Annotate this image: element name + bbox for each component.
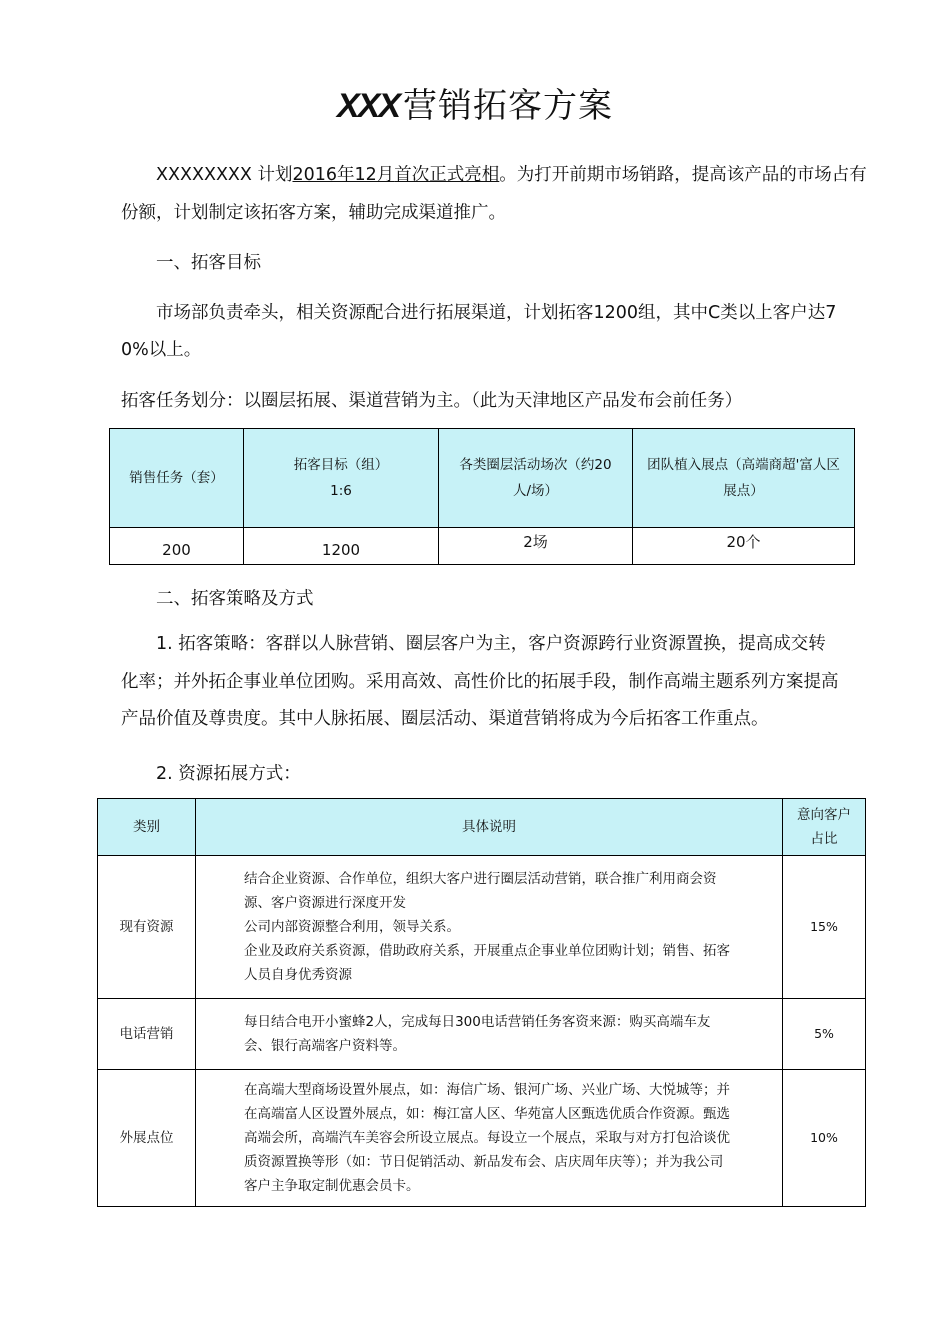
- description-line: 公司内部资源整合利用，领导关系。: [244, 919, 460, 935]
- description-line: 质资源置换等形（如：节日促销活动、新品发布会、店庆周年庆等）；并为我公司: [244, 1154, 724, 1170]
- intro-date: 2016年12月: [292, 165, 395, 185]
- category-cell: 外展点位: [98, 1070, 196, 1207]
- methods-heading: 2. 资源拓展方式：: [156, 764, 301, 784]
- description-cell: [196, 999, 783, 1070]
- cell-sales: 200: [110, 528, 244, 565]
- strategy-line-3: 产品价值及尊贵度。其中人脉拓展、圈层活动、渠道营销将成为今后拓客工作重点。: [121, 709, 769, 729]
- section1-heading: 一、拓客目标: [156, 253, 261, 273]
- header-text: 1:6: [330, 483, 352, 499]
- description-line: 在高端大型商场设置外展点，如：海信广场、银河广场、兴业广场、大悦城等；并: [244, 1082, 730, 1098]
- table-row: [98, 999, 866, 1070]
- document-title: [0, 78, 950, 127]
- description-cell: [196, 1070, 783, 1207]
- intro-text-2: 。为打开前期市场销路，提高该产品的市场占有: [499, 165, 867, 185]
- section2-heading: 二、拓客策略及方式: [156, 589, 314, 609]
- strategy-line-1: 1. 拓客策略：客群以人脉营销、圈层客户为主，客户资源跨行业资源置换，提高成交转: [156, 634, 826, 654]
- cell-activities: 2场: [439, 528, 633, 565]
- header-text: 销售任务（套）: [129, 470, 224, 486]
- task-division-line: 拓客任务划分：以圈层拓展、渠道营销为主。（此为天津地区产品发布会前任务）: [121, 391, 743, 411]
- header-activity-count: [439, 429, 633, 528]
- title-prefix: XXX: [336, 87, 400, 125]
- ratio-cell: 10%: [783, 1070, 866, 1207]
- category-cell: 现有资源: [98, 856, 196, 999]
- table-row: [98, 1070, 866, 1207]
- header-category: 类别: [98, 799, 196, 856]
- intro-line-1: [156, 157, 867, 193]
- table-row: [98, 856, 866, 999]
- resource-table: [97, 798, 866, 1207]
- description-line: 会、银行高端客户资料等。: [244, 1038, 406, 1054]
- cell-goal: 1200: [244, 528, 439, 565]
- header-description: 具体说明: [196, 799, 783, 856]
- header-text: 意向客户: [797, 807, 851, 823]
- description-line: 结合企业资源、合作单位，组织大客户进行圈层活动营销，联合推广利用商会资: [244, 871, 717, 887]
- header-text: 各类圈层活动场次（约20: [459, 457, 612, 473]
- header-text: 团队植入展点（高端商超'富人区: [647, 457, 840, 473]
- header-text: 人/场）: [512, 483, 559, 499]
- task-table-row: [110, 528, 855, 565]
- description-line: 在高端富人区设置外展点，如：梅江富人区、华苑富人区甄选优质合作资源。甄选: [244, 1106, 730, 1122]
- intro-text: XXXXXXXX 计划: [156, 165, 293, 185]
- task-table-header: [110, 429, 855, 528]
- description-line: 每日结合电开小蜜蜂2人，完成每日300电话营销任务客资来源：购买高端车友: [244, 1014, 711, 1030]
- header-text: 占比: [810, 831, 838, 847]
- header-booth-points: [633, 429, 855, 528]
- header-customer-goal: [244, 429, 439, 528]
- title-main: 营销拓客方案: [403, 86, 614, 126]
- ratio-cell: 5%: [783, 999, 866, 1070]
- intro-line-2: 份额，计划制定该拓客方案，辅助完成渠道推广。: [121, 203, 506, 223]
- description-cell: [196, 856, 783, 999]
- description-line: 高端会所，高端汽车美容会所设立展点。每设立一个展点，采取与对方打包洽谈优: [244, 1130, 730, 1146]
- description-line: 源、客户资源进行深度开发: [244, 895, 406, 911]
- task-table: [109, 428, 855, 565]
- resource-table-header: [98, 799, 866, 856]
- cell-booths: 20个: [633, 528, 855, 565]
- intro-debut: 首次正式亮相: [394, 165, 500, 185]
- category-cell: 电话营销: [98, 999, 196, 1070]
- header-text: 拓客目标（组）: [293, 457, 389, 473]
- section1-line-1: 市场部负责牵头，相关资源配合进行拓展渠道，计划拓客1200组，其中C类以上客户达7: [156, 303, 837, 323]
- header-ratio: [783, 799, 866, 856]
- strategy-line-2: 化率；并外拓企事业单位团购。采用高效、高性价比的拓展手段，制作高端主题系列方案提高: [121, 672, 839, 692]
- ratio-cell: 15%: [783, 856, 866, 999]
- description-line: 企业及政府关系资源，借助政府关系，开展重点企事业单位团购计划；销售、拓客: [244, 943, 730, 959]
- section1-line-2: 0%以上。: [121, 340, 202, 360]
- description-line: 客户主争取定制优惠会员卡。: [244, 1178, 420, 1194]
- header-text: 展点）: [723, 483, 764, 499]
- header-sales-task: [110, 429, 244, 528]
- description-line: 人员自身优秀资源: [244, 967, 352, 983]
